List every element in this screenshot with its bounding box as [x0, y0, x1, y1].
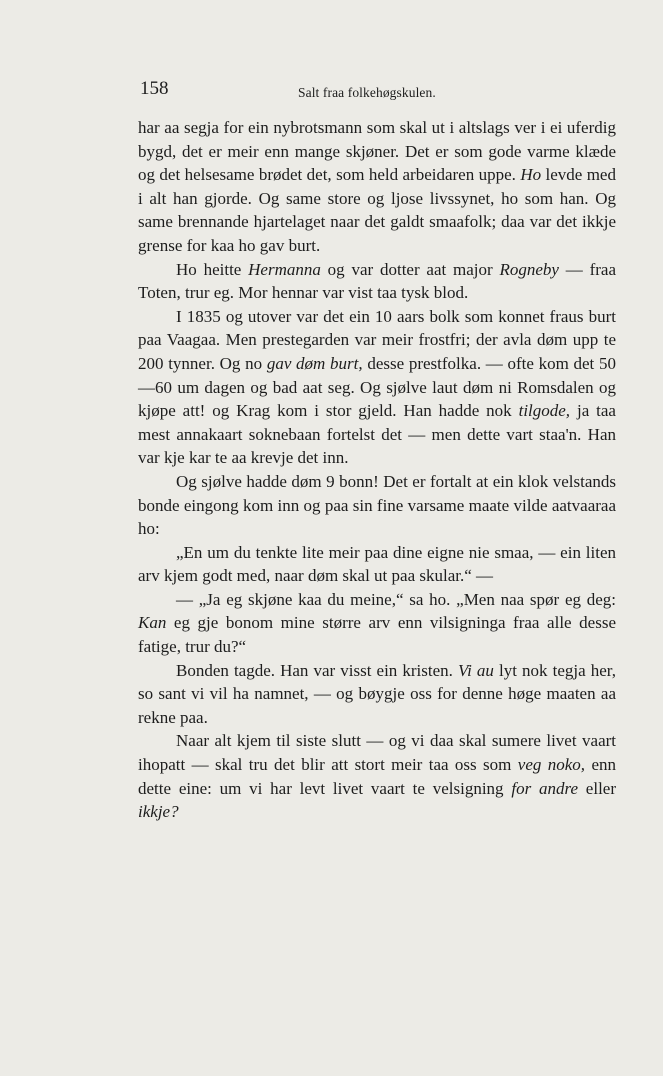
paragraph	[138, 729, 616, 823]
paragraph	[138, 258, 616, 305]
italic-text: tilgode,	[518, 401, 571, 421]
italic-text: Vi au	[457, 660, 494, 680]
italic-text: ikkje?	[138, 802, 179, 822]
text-run: levde med i alt han gjorde. Og same store og ljose livssynet, ho som han. Og same brennande hjartelaget naar det galdt smaafolk; daa var det ikkje grense for kaa ho gav burt.	[138, 165, 616, 255]
text-run: I 1835 og utover var det ein 10 aars bolk som konnet fraus burt paa Vaagaa. Men prestegarden var meir frostfri; der avla døm upp te 200 tynner. Og no	[138, 306, 616, 373]
text-run: — fraa Toten, trur eg. Mor hennar var vist taa tysk blod.	[138, 259, 616, 303]
paragraph	[138, 470, 616, 541]
italic-text: veg noko,	[517, 755, 586, 775]
text-run: lyt nok tegja her, so sant vi vil ha namnet, — og bøygje oss for denne høge maaten aa rekne paa.	[138, 660, 616, 727]
paragraph	[138, 116, 616, 258]
running-head: Salt fraa folkehøgskulen.	[298, 85, 436, 100]
text-run: og var dotter aat major	[320, 259, 500, 279]
text-run: — „Ja eg skjøne kaa du meine,“ sa ho. „Men naa spør eg deg:	[176, 589, 616, 609]
paragraph	[138, 541, 616, 588]
text-run: Og sjølve hadde døm 9 bonn! Det er fortalt at ein klok velstands bonde eingong kom inn og paa sin fine varsame maate vilde aatvaaraa ho:	[138, 471, 616, 539]
page-header	[138, 78, 618, 108]
italic-text: for andre	[511, 778, 579, 798]
page-number: 158	[140, 78, 169, 99]
text-run: ja taa mest annakaart soknebaan fortelst det — men dette vart staa'n. Han var kje kar te aa krevje det inn.	[138, 401, 616, 468]
text-run: har aa segja for ein nybrotsmann som skal ut i altslags ver i ei uferdig bygd, det er meir enn mange skjøner. Det er som gode varme klæde og det helsesame brødet det, som held arbeidaren uppe.	[138, 118, 616, 185]
text-run: desse prestfolka. — ofte kom det 50—60 um dagen og bad aat seg. Og sjølve laut døm ni Romsdalen og kjøpe att! og Krag kom i stor gjeld. Han hadde nok	[138, 353, 616, 421]
italic-text: Ho	[520, 165, 542, 185]
italic-text: gav døm burt,	[266, 353, 363, 373]
text-run: Ho heitte	[176, 259, 249, 279]
body-text	[138, 116, 616, 824]
text-run: eller	[578, 778, 616, 798]
paragraph	[138, 659, 616, 730]
text-run: Naar alt kjem til siste slutt — og vi daa skal sumere livet vaart ihopatt — skal tru det blir att stort meir taa oss som	[138, 731, 616, 775]
paragraph	[138, 588, 616, 659]
italic-text: Kan	[138, 613, 167, 633]
text-run: Bonden tagde. Han var visst ein kristen.	[176, 660, 458, 680]
italic-text: Rogneby	[499, 259, 559, 279]
text-run: enn dette eine: um vi har levt livet vaart te velsigning	[138, 755, 616, 798]
text-run: eg gje bonom mine større arv enn vilsigninga fraa alle desse fatige, trur du?“	[138, 613, 616, 657]
text-run: „En um du tenkte lite meir paa dine eigne nie smaa, — ein liten arv kjem godt med, naar døm skal ut paa skular.“ —	[138, 542, 616, 586]
paragraph	[138, 305, 616, 470]
italic-text: Hermanna	[248, 259, 321, 279]
